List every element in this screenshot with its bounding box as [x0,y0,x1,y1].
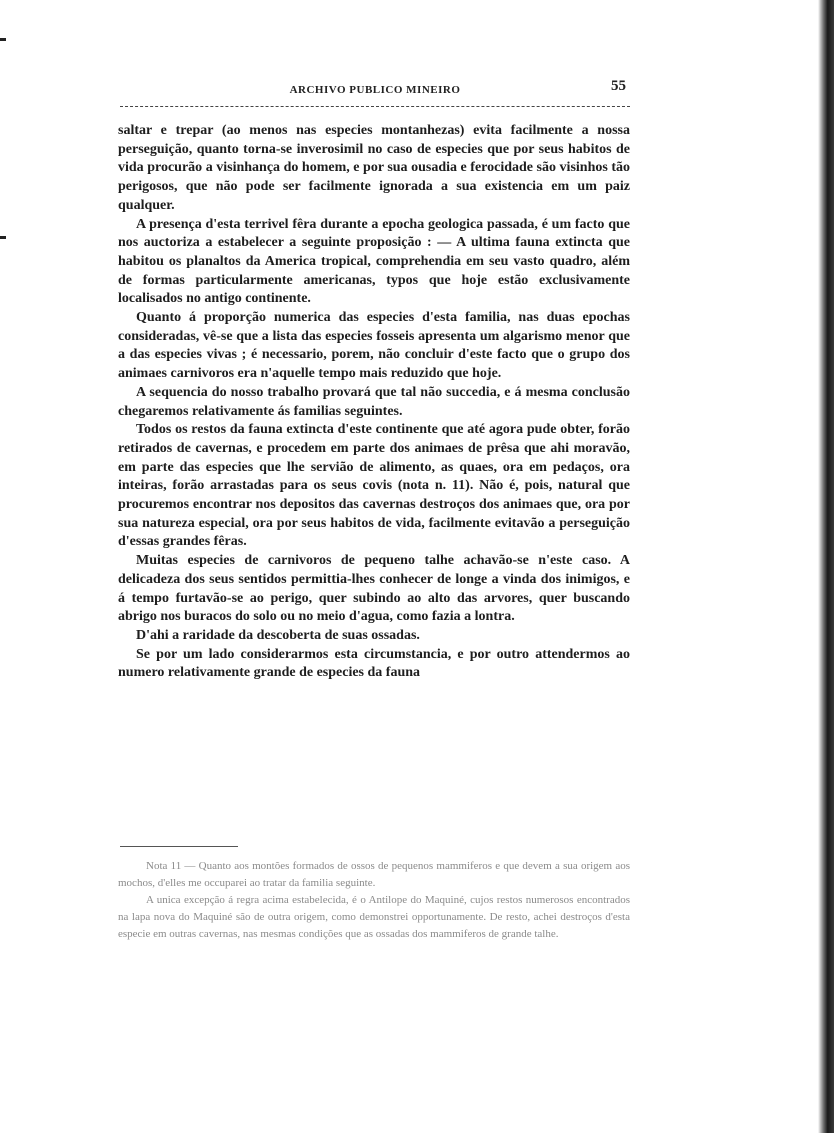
paragraph: A presença d'esta terrivel fêra durante a epocha geologica passada, é um facto que nos auctoriza a estabelecer a seguinte proposição : — A ultima fauna extincta que habitou os planaltos da America tropical, comprehendia em seu vasto quadro, além de formas particularmente americanas, typos que hoje estão exclusivamente localisados no antigo continente. [118,216,630,307]
paragraph: Todos os restos da fauna extincta d'este continente que até agora pude obter, forão retirados de cavernas, e procedem em parte dos animaes de prêsa que ahi moravão, em parte das especies que lhe servião de alimento, as quaes, ora em pedaços, ora inteiras, forão arrastadas para os seus covis (nota n. 11). Não é, pois, natural que procuremos encontrar nos depositos das cavernas destroços dos animaes que, ora por sua natureza especial, ora por seus habitos de vida, facilmente evitavão a perseguição d'essas grandes fêras. [118,422,630,550]
page-header [120,78,630,100]
footnote: A unica excepção á regra acima estabelecida, é o Antilope do Maquiné, cujos restos numerosos encontrados na lapa nova do Maquiné são de outra origem, como demonstrei opportunamente. De resto, achei destroços d'esta especie em outras cavernas, nas mesmas condições que as ossadas dos mammiferos de grande talhe. [118,894,630,940]
paragraph: saltar e trepar (ao menos nas especies montanhezas) evita facilmente a nossa perseguição, quanto torna-se inverosimil no caso de especies que por seus habitos de vida procurão a visinhança do homem, e por sua ousadia e ferocidade são visinhos tão perigosos, que não pode ser facilmente ignorada a sua existencia em um paiz qualquer. [118,123,630,213]
footnote-rule [120,846,238,847]
footnotes [118,858,630,943]
scan-margin-mark [0,236,6,239]
page-number: 55 [611,78,626,94]
paragraph: Muitas especies de carnivoros de pequeno talhe achavão-se n'este caso. A delicadeza dos seus sentidos permittia-lhes conhecer de longe a vinda dos inimigos, e á tempo furtavão-se ao perigo, quer subindo ao alto das arvores, quer buscando abrigo nos buracos do solo ou no meio d'agua, como fazia a lontra. [118,553,630,625]
page-edge-shadow [818,0,834,1133]
running-title: ARCHIVO PUBLICO MINEIRO [289,84,461,96]
paragraph: A sequencia do nosso trabalho provará que tal não succedia, e á mesma conclusão chegaremos relativamente ás familias seguintes. [118,384,630,419]
scan-margin-mark [0,38,6,41]
paragraph: D'ahi a raridade da descoberta de suas ossadas. [136,627,420,643]
footnote: Nota 11 — Quanto aos montões formados de ossos de pequenos mammiferos e que devem a sua origem aos mochos, d'elles me occuparei ao tratar da familia seguinte. [118,860,630,889]
paragraph: Quanto á proporção numerica das especies d'esta familia, nas duas epochas consideradas, vê-se que a lista das especies fosseis apresenta um algarismo menor que a das especies vivas ; é necessario, porem, não concluir d'este facto que o grupo dos animaes carnivoros era n'aquelle tempo mais reduzido que hoje. [118,310,630,382]
paragraph: Se por um lado considerarmos esta circumstancia, e por outro attendermos ao numero relativamente grande de especies da fauna [118,646,630,681]
header-rule [120,106,630,107]
main-text [118,122,630,683]
